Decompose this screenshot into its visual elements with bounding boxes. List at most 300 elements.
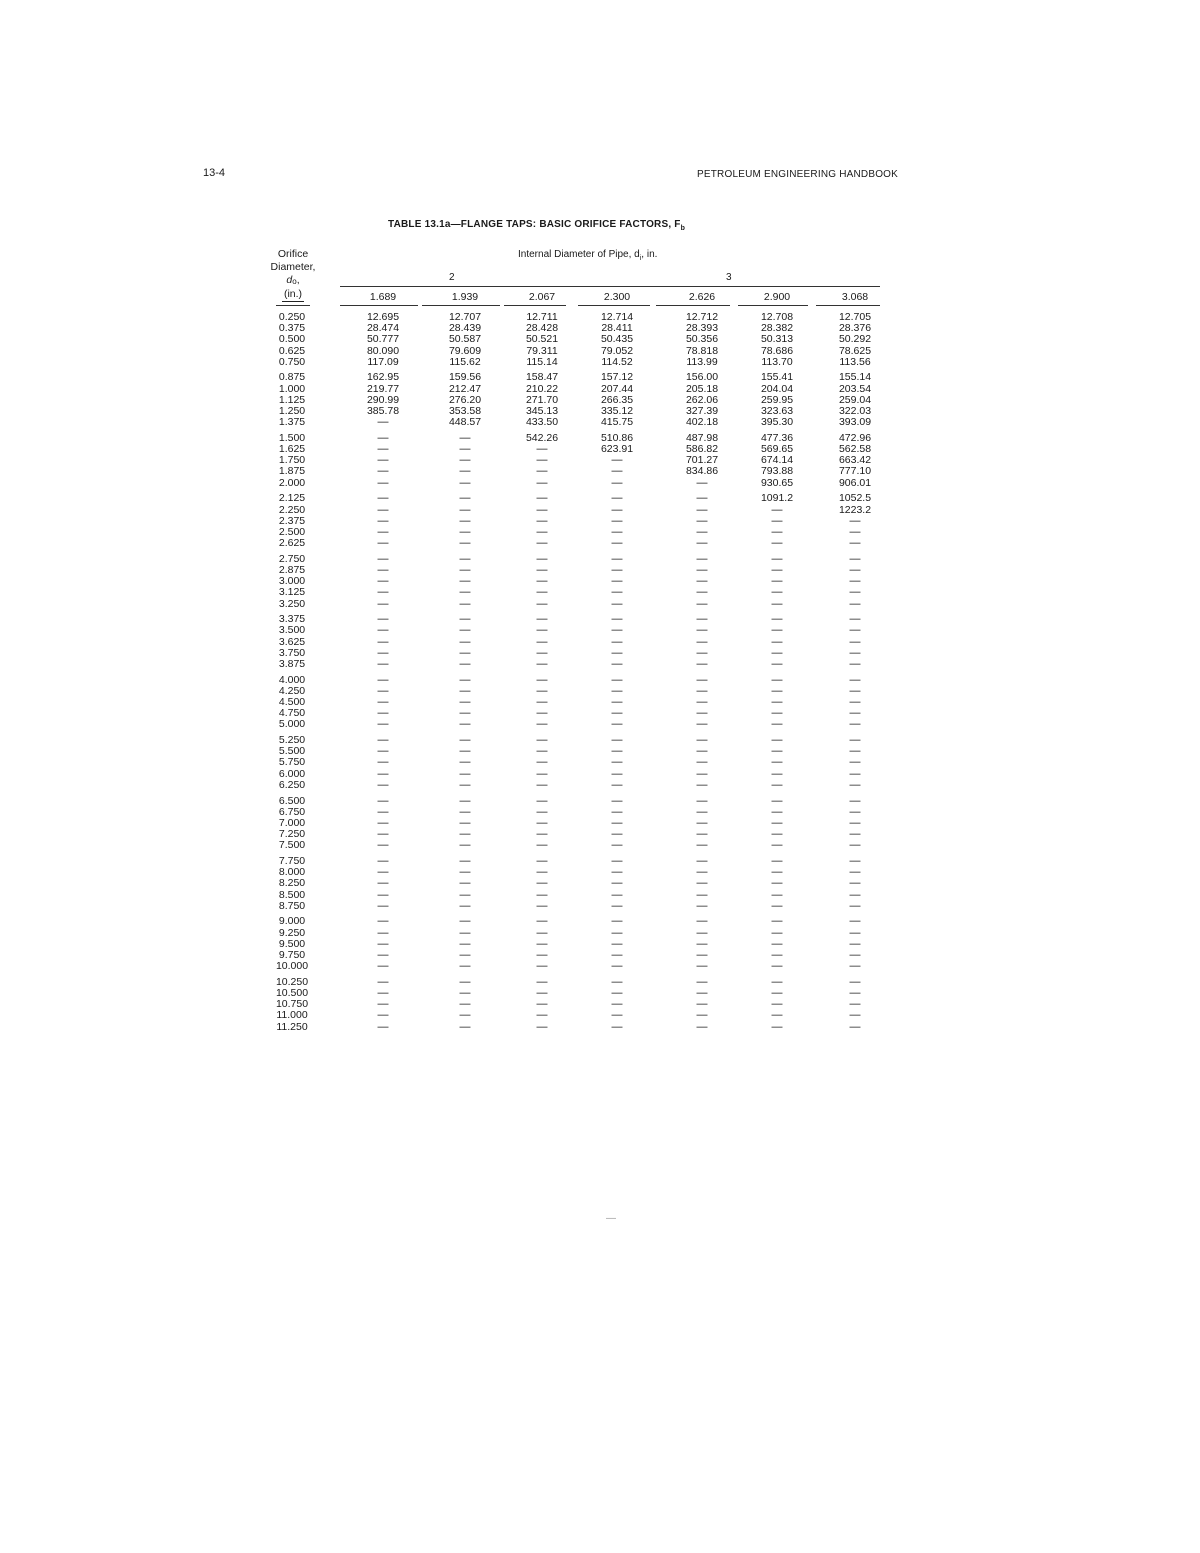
factor-cell: — [536,514,548,527]
factor-cell: — [611,794,623,807]
header-rule-col1 [340,305,418,306]
factor-cell: — [849,767,861,780]
factor-cell: 1091.2 [760,492,794,505]
factor-cell: — [459,613,471,626]
group-header-tail: , in. [641,249,658,260]
factor-cell: — [696,613,708,626]
factor-cell: — [611,778,623,791]
factor-cell: — [771,673,783,686]
factor-cell: — [849,998,861,1011]
factor-cell: — [536,537,548,550]
factor-cell: 204.04 [760,382,794,395]
nominal-size-2: 2 [449,272,455,283]
factor-cell: — [459,987,471,999]
factor-cell: 562.58 [838,443,872,456]
orifice-diameter-cell: 2.250 [278,503,306,516]
factor-cell: — [849,839,861,852]
factor-cell: — [459,839,471,852]
factor-cell: — [611,866,623,879]
factor-cell: — [849,624,861,637]
factor-cell: — [377,1009,389,1022]
factor-cell: — [377,476,389,489]
factor-cell: — [849,756,861,769]
factor-cell: — [459,734,471,747]
row-header-line3 [268,274,318,288]
factor-cell: — [377,503,389,516]
orifice-diameter-cell: 9.000 [278,915,306,928]
orifice-diameter-cell: 6.250 [278,778,306,791]
factor-cell: — [696,586,708,599]
factor-cell: — [611,745,623,758]
table-row [268,516,888,527]
factor-cell: 157.12 [600,371,634,384]
factor-cell: — [696,756,708,769]
orifice-diameter-cell: 3.250 [278,597,306,610]
orifice-diameter-cell: 2.500 [278,525,306,538]
orifice-diameter-cell: 4.000 [278,673,306,686]
factor-cell: 1223.2 [838,503,872,516]
factor-cell: — [771,975,783,988]
factor-cell: — [611,684,623,697]
factor-cell: — [377,998,389,1011]
table-row [268,493,888,504]
factor-cell: — [611,613,623,626]
factor-cell: 28.382 [760,322,794,335]
orifice-diameter-cell: 7.750 [278,854,306,867]
factor-cell: — [459,854,471,867]
orifice-diameter-cell: 3.625 [278,635,306,648]
factor-cell: 205.18 [685,382,719,395]
table-row [268,780,888,791]
factor-cell: — [459,877,471,890]
factor-cell: — [696,718,708,731]
orifice-diameter-cell: 8.500 [278,888,306,901]
factor-cell: 113.56 [839,355,871,368]
orifice-diameter-cell: 1.875 [278,465,306,478]
table-row [268,455,888,466]
factor-cell: 113.70 [761,355,793,368]
factor-cell: — [459,794,471,807]
factor-cell: 28.474 [366,322,400,335]
row-header-symbol: d [286,274,293,286]
factor-cell: — [849,926,861,939]
column-group-header [518,249,657,262]
factor-cell: — [696,975,708,988]
factor-cell: — [696,1009,708,1022]
orifice-diameter-cell: 6.000 [278,767,306,780]
factor-cell: — [696,767,708,780]
factor-cell: — [459,552,471,565]
factor-cell: — [536,696,548,708]
factor-cell: — [696,937,708,950]
factor-cell: — [771,816,783,829]
factor-cell: 448.57 [448,416,482,429]
factor-cell: — [536,492,548,505]
factor-cell: — [377,745,389,758]
row-header-line1: Orifice [277,248,309,260]
factor-cell: — [849,696,861,708]
factor-cell: — [611,673,623,686]
factor-cell: — [377,454,389,467]
orifice-diameter-cell: 5.750 [278,756,306,769]
factor-cell: 433.50 [525,416,559,429]
factor-cell: — [771,987,783,999]
factor-cell: — [771,525,783,538]
factor-cell: 28.428 [525,322,559,335]
factor-cell: — [611,734,623,747]
orifice-diameter-cell: 1.750 [278,454,306,467]
factor-cell: — [696,948,708,961]
factor-cell: — [696,734,708,747]
factor-cell: 50.777 [366,333,400,346]
factor-cell: — [849,888,861,901]
column-header: 2.067 [528,291,556,303]
factor-cell: — [459,888,471,901]
factor-cell: 345.13 [525,405,559,417]
table-row [268,346,888,357]
orifice-diameter-cell: 0.625 [278,344,306,357]
orifice-diameter-cell: 5.500 [278,745,306,758]
table-row [268,478,888,489]
orifice-diameter-cell: 8.250 [278,877,306,890]
factor-cell: 262.06 [685,393,719,406]
orifice-diameter-cell: 1.625 [278,443,306,456]
factor-cell: — [771,613,783,626]
factor-cell: — [459,492,471,505]
factor-cell: 78.818 [685,344,719,357]
factor-cell: — [849,1009,861,1022]
factor-cell: — [377,465,389,478]
factor-cell: — [536,866,548,879]
orifice-diameter-cell: 9.500 [278,937,306,950]
header-rule-nominal [340,286,880,287]
table-row [268,614,888,625]
factor-cell: 586.82 [685,443,719,456]
factor-cell: — [536,854,548,867]
orifice-diameter-cell: 3.375 [278,613,306,626]
factor-cell: — [771,503,783,516]
factor-cell: — [849,525,861,538]
factor-cell: — [611,586,623,599]
factor-cell: — [536,454,548,467]
factor-cell: — [459,816,471,829]
factor-cell: — [536,828,548,841]
factor-cell: 322.03 [838,405,872,417]
header-rule-col6 [738,305,808,306]
factor-cell: — [696,575,708,588]
factor-cell: — [536,899,548,912]
factor-cell: — [536,673,548,686]
factor-cell: — [459,926,471,939]
factor-cell: — [771,1020,783,1033]
factor-cell: — [611,657,623,670]
factor-cell: — [771,888,783,901]
factor-cell: 663.42 [838,454,872,467]
orifice-diameter-cell: 7.250 [278,828,306,841]
factor-cell: 623.91 [600,443,634,456]
table-row [268,323,888,334]
orifice-diameter-cell: 2.875 [278,563,306,576]
factor-cell: — [459,673,471,686]
factor-cell: — [849,778,861,791]
factor-cell: — [536,915,548,928]
factor-cell: — [849,718,861,731]
factor-cell: — [536,816,548,829]
table-row [268,538,888,549]
factor-cell: — [377,597,389,610]
factor-cell: — [771,767,783,780]
factor-cell: 117.09 [367,355,399,368]
orifice-diameter-cell: 8.000 [278,866,306,879]
factor-cell: — [377,563,389,576]
factor-cell: — [696,899,708,912]
factor-cell: — [849,937,861,950]
orifice-diameter-cell: 10.000 [275,960,309,973]
factor-cell: — [696,492,708,505]
factor-cell: — [611,476,623,489]
factor-cell: 266.35 [600,393,634,406]
factor-cell: — [611,888,623,901]
factor-cell: 50.356 [685,333,719,346]
factor-cell: — [377,537,389,550]
row-header-units [268,288,318,302]
factor-cell: — [771,839,783,852]
table-row [268,961,888,972]
factor-cell: — [771,718,783,731]
factor-cell: 477.36 [760,431,794,444]
orifice-diameter-cell: 4.750 [278,707,306,720]
orifice-diameter-cell: 0.250 [278,311,306,323]
factor-cell: — [849,552,861,565]
orifice-diameter-cell: 10.250 [275,975,309,988]
table-row [268,406,888,417]
factor-cell: — [536,624,548,637]
factor-cell: 276.20 [448,393,482,406]
factor-cell: — [459,537,471,550]
factor-cell: — [377,575,389,588]
factor-cell: — [377,926,389,939]
orifice-diameter-cell: 2.000 [278,476,306,489]
factor-cell: — [377,828,389,841]
factor-cell: 701.27 [685,454,719,467]
factor-cell: — [459,707,471,720]
factor-cell: — [771,756,783,769]
factor-cell: — [611,960,623,973]
factor-cell: — [459,767,471,780]
factor-cell: — [459,684,471,697]
factor-cell: 259.04 [838,393,872,406]
factor-cell: — [377,635,389,648]
factor-cell: — [611,987,623,999]
factor-cell: — [771,624,783,637]
table-row [268,796,888,807]
factor-cell: — [459,657,471,670]
header-rule-col7 [816,305,880,306]
factor-cell: — [377,586,389,599]
table-row [268,916,888,927]
factor-cell: — [771,552,783,565]
factor-cell: 12.711 [526,311,558,323]
factor-cell: 114.52 [601,355,633,368]
factor-cell: — [849,613,861,626]
factor-cell: — [536,563,548,576]
factor-cell: 158.47 [525,371,559,384]
factor-cell: — [536,1020,548,1033]
orifice-diameter-cell: 0.875 [278,371,306,384]
table-row [268,675,888,686]
factor-cell: — [771,877,783,890]
orifice-diameter-cell: 3.500 [278,624,306,637]
group-header-sub: i [639,255,642,262]
factor-cell: — [459,756,471,769]
factor-cell: 203.54 [838,382,872,395]
orifice-diameter-cell: 3.875 [278,657,306,670]
factor-cell: — [849,646,861,659]
factor-cell: 510.86 [600,431,634,444]
column-header: 2.300 [603,291,631,303]
factor-cell: — [459,476,471,489]
factor-cell: — [696,646,708,659]
orifice-diameter-cell: 3.750 [278,646,306,659]
orifice-diameter-cell: 2.750 [278,552,306,565]
factor-cell: 12.708 [760,311,794,323]
factor-cell: — [536,443,548,456]
factor-cell: — [696,657,708,670]
table-row [268,977,888,988]
factor-cell: — [771,696,783,708]
factor-cell: — [459,745,471,758]
factor-cell: 156.00 [685,371,719,384]
factor-cell: — [849,828,861,841]
factor-cell: — [377,854,389,867]
factor-cell: — [611,563,623,576]
factor-cell: — [696,794,708,807]
factor-cell: — [459,503,471,516]
factor-cell: — [536,975,548,988]
factor-cell: 385.78 [366,405,400,417]
table-row [268,878,888,889]
factor-cell: 78.625 [838,344,872,357]
factor-cell: — [536,525,548,538]
orifice-diameter-cell: 6.750 [278,805,306,818]
factor-cell: — [771,657,783,670]
factor-cell: — [536,767,548,780]
factor-cell: 415.75 [600,416,634,429]
header-rule-col3 [504,305,566,306]
factor-cell: — [771,734,783,747]
factor-cell: — [377,416,389,429]
factor-cell: 159.56 [448,371,482,384]
factor-cell: 50.587 [448,333,482,346]
factor-cell: — [849,575,861,588]
factor-cell: — [611,525,623,538]
table-row [268,384,888,395]
factor-cell: — [771,805,783,818]
factor-cell: — [536,1009,548,1022]
factor-cell: — [849,563,861,576]
factor-cell: — [771,854,783,867]
factor-cell: 12.712 [685,311,719,323]
factor-cell: — [696,635,708,648]
factor-cell: — [696,866,708,879]
factor-cell: 12.714 [600,311,634,323]
factor-cell: 28.376 [838,322,872,335]
row-header-line2: Diameter, [270,261,316,273]
orifice-diameter-cell: 9.250 [278,926,306,939]
factor-cell: — [696,476,708,489]
factor-cell: — [611,1009,623,1022]
factor-cell: — [459,443,471,456]
factor-cell: — [377,431,389,444]
table-row [268,527,888,538]
factor-cell: — [696,854,708,867]
factor-cell: — [459,646,471,659]
factor-cell: — [459,778,471,791]
factor-cell: — [536,877,548,890]
factor-cell: — [459,563,471,576]
factor-table [268,312,888,1033]
factor-cell: 207.44 [600,382,634,395]
factor-cell: — [459,718,471,731]
factor-cell: — [771,915,783,928]
factor-cell: — [377,613,389,626]
factor-cell: — [459,915,471,928]
factor-cell: — [377,987,389,999]
factor-cell: — [696,673,708,686]
factor-cell: — [459,635,471,648]
factor-cell: — [611,915,623,928]
factor-cell: — [849,734,861,747]
factor-cell: — [459,431,471,444]
factor-cell: — [377,1020,389,1033]
factor-cell: — [771,998,783,1011]
factor-cell: — [459,514,471,527]
factor-cell: — [771,575,783,588]
factor-cell: — [459,828,471,841]
factor-cell: — [459,805,471,818]
factor-cell: — [459,525,471,538]
factor-cell: — [536,794,548,807]
factor-cell: 28.439 [448,322,482,335]
factor-cell: — [611,597,623,610]
factor-cell: — [771,745,783,758]
factor-cell: — [611,767,623,780]
factor-cell: — [536,613,548,626]
factor-cell: 115.14 [526,355,558,368]
column-header: 1.939 [451,291,479,303]
factor-cell: — [377,805,389,818]
orifice-diameter-cell: 10.750 [275,998,309,1011]
factor-cell: — [536,998,548,1011]
factor-cell: — [696,563,708,576]
factor-cell: — [377,778,389,791]
factor-cell: — [377,839,389,852]
factor-cell: 50.313 [760,333,794,346]
factor-cell: — [377,718,389,731]
factor-cell: — [611,998,623,1011]
factor-cell: — [696,915,708,928]
header-rule-col2 [422,305,500,306]
factor-cell: — [849,745,861,758]
factor-cell: — [377,646,389,659]
factor-cell: — [536,778,548,791]
factor-cell: 906.01 [838,476,872,489]
factor-cell: 487.98 [685,431,719,444]
table-row [268,395,888,406]
orifice-diameter-cell: 2.625 [278,537,306,550]
orifice-diameter-cell: 0.500 [278,333,306,346]
factor-cell: — [377,673,389,686]
